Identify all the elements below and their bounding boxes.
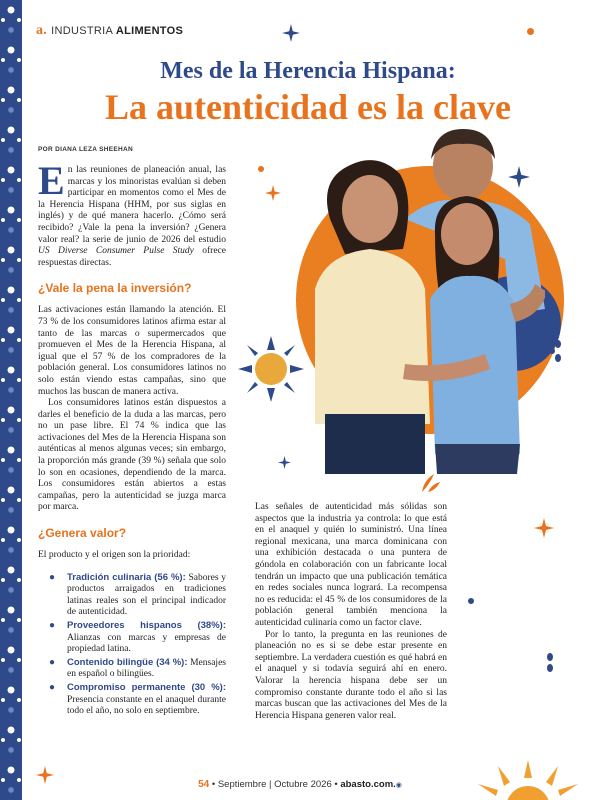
study-name: US Diverse Consumer Pulse Study [38, 246, 194, 257]
list-item: ● Contenido bilingüe (34 %): Mensajes en español o bilingües. [49, 656, 226, 680]
star-icon [534, 518, 554, 538]
family-photo [240, 124, 585, 484]
site-name: abasto.com. [340, 779, 396, 790]
star-icon [508, 166, 530, 188]
paragraph: Las señales de autenticidad más sólidas son aspectos que la industria ya controla: lo que está en el anaquel y quién lo suministró. Una línea regional mexicana, una marca dominicana con una exhibición destacada o una puntera de góndola en colaboración con un fabricante local tendrán un impacto que una publicación temática en redes sociales nunca logrará. La recompensa no es reducida: el 45 % de los consumidores de la población general también menciona la autenticidad culinaria como un factor clave. [255, 502, 447, 628]
dot-decoration [527, 28, 534, 35]
section-label-prefix: INDUSTRIA [51, 25, 113, 37]
paragraph: Los consumidores latinos están dispuestos a darles el beneficio de la duda a las marcas, pero no un pase libre. El 74 % indica que las activaciones del Mes de la Herencia Hispana son auténticas al menos algunas veces; sin embargo, la proporción más grande (39 %) señala que solo lo son en ocasiones, dependiendo de la marca. Los consumidores están abiertos a estas campañas, pero la autenticidad se juzga marca por marca. [38, 398, 226, 513]
flower-icon [544, 652, 556, 674]
section-label [36, 23, 183, 39]
leaf-icon [420, 470, 442, 494]
section-label-bold: ALIMENTOS [115, 25, 184, 37]
site-logo-icon: ◉ [395, 782, 402, 789]
list-item: ● Compromiso permanente (30 %): Presencia constante en el anaquel durante todo el año, no solo en septiembre. [49, 681, 226, 717]
article-column-1 [38, 158, 227, 719]
paragraph: Por lo tanto, la pregunta en las reuniones de planeación no es si se debe estar presente en septiembre. La verdadera cuestión es qué habrá en el anaquel y si todavía seguirá ahí en enero. Valorar la herencia hispana debe ser un compromiso constante durante todo el año si las marcas buscan que las activaciones del Mes de la Herencia Hispana generen valor real. [255, 629, 447, 721]
bullet-icon: ● [49, 656, 56, 668]
subheading-inversion: ¿Vale la pena la inversión? [38, 281, 192, 296]
headline-line-2: La autenticidad es la clave [105, 87, 511, 127]
flower-icon [548, 340, 568, 362]
headline-line-1: Mes de la Herencia Hispana: [160, 58, 456, 84]
bullet-icon: ● [49, 620, 56, 631]
intro-paragraph: En las reuniones de planeación anual, las marcas y los minoristas evalúan si deben participar en momentos como el Mes de la Herencia Hispana (HHM, por sus siglas en inglés) y de qué manera hacerlo. ¿Cómo será recibido? ¿Vale la pena la inversión? ¿Genera valor real? la serie de junio de 2026 del estudio US Diverse Consumer Pulse Study ofrece respuestas directas. [38, 158, 226, 268]
bullet-icon: ● [49, 571, 56, 583]
star-icon [278, 456, 291, 469]
drop-cap: E [38, 158, 65, 203]
separator: • [211, 779, 218, 790]
bullet-icon: ● [49, 681, 56, 693]
paragraph: El producto y el origen son la prioridad: [38, 550, 191, 561]
issue-date: Septiembre | Octubre 2026 [217, 779, 332, 790]
byline: POR DIANA LEZA SHEEHAN [38, 146, 133, 153]
separator: • [334, 779, 341, 790]
page-number: 54 [198, 779, 210, 790]
star-icon [265, 185, 281, 201]
magazine-logo: a. [36, 23, 48, 38]
list-item: ● Tradición culinaria (56 %): Sabores y productos arraigados en tradiciones latinas reales son el principal indicador de autenticidad. [49, 571, 227, 618]
subheading-valor: ¿Genera valor? [38, 526, 127, 541]
family-illustration [285, 124, 545, 474]
priority-list [38, 572, 226, 718]
page-footer [0, 779, 600, 790]
dot-decoration [468, 598, 474, 604]
paragraph: Las activaciones están llamando la atención. El 73 % de los consumidores latinos afirma estar al tanto de las marcas o supermercados que promueven el Mes de la Herencia Hispana, al igual que el 57 % de los compradores de la población general. Los consumidores latinos no solo están viendo estas campañas, sino que muchos las buscan de manera activa. [38, 305, 226, 397]
dot-decoration [258, 166, 264, 172]
sun-icon [468, 752, 588, 800]
star-icon [282, 24, 300, 42]
list-item: ● Proveedores hispanos (38%): Alianzas con marcas y empresas de propiedad latina. [49, 620, 226, 655]
article-column-2 [255, 502, 447, 722]
decorative-border [0, 0, 22, 800]
